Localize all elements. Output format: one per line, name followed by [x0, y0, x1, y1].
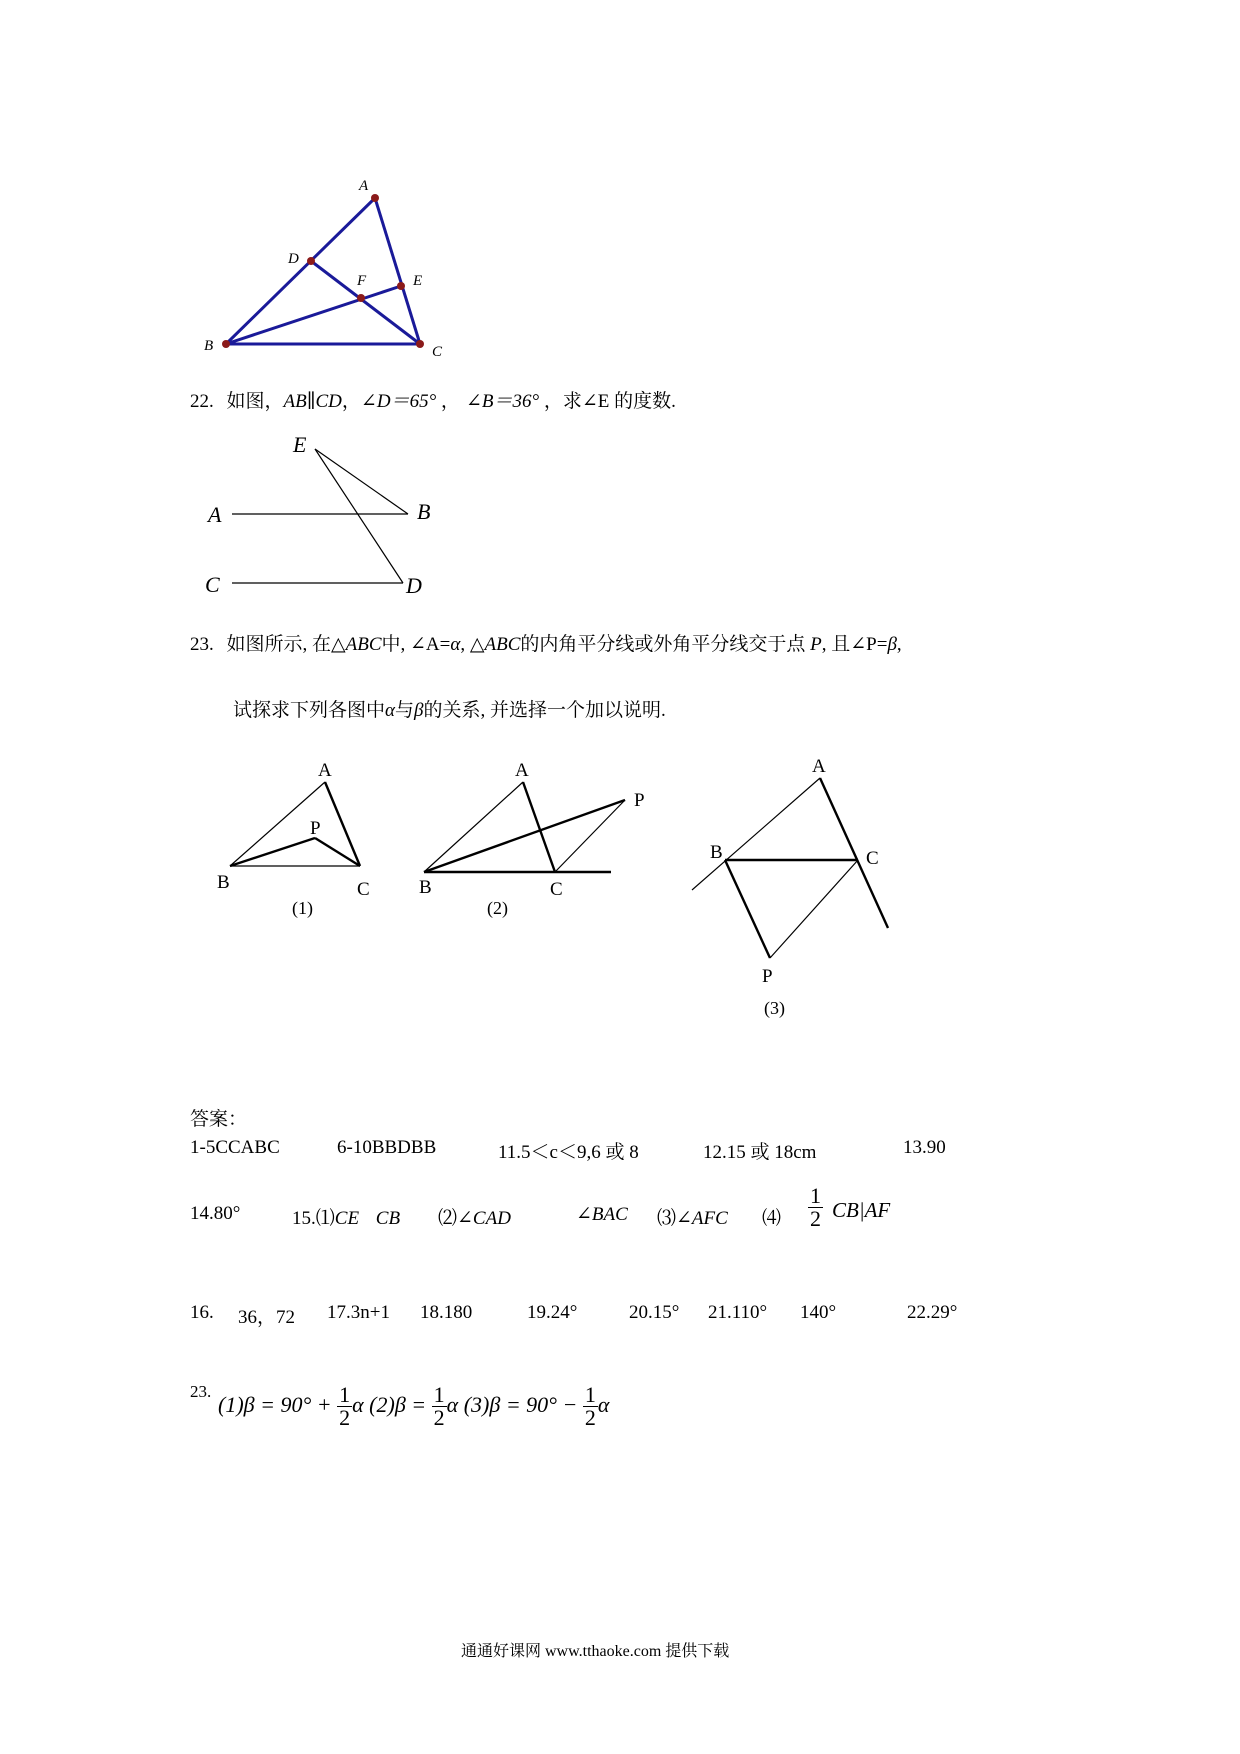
answer-15-part-3	[657, 1203, 728, 1230]
segment-bp	[230, 838, 315, 866]
answer-15-bac: ∠BAC	[576, 1204, 628, 1225]
formula-case-1	[218, 1382, 369, 1430]
figure-3	[692, 756, 888, 1019]
question-text: 如图，	[226, 391, 284, 412]
answer-text: ⑵∠	[438, 1208, 473, 1229]
question-text: 如图所示, 在△	[226, 634, 346, 655]
answer-23-number: 23.	[190, 1382, 212, 1401]
answer-cb: CB	[375, 1208, 401, 1229]
formula-case-2	[369, 1382, 464, 1430]
caption-3: (3)	[764, 998, 785, 1018]
figure-1	[217, 760, 370, 919]
label-p: P	[634, 790, 645, 811]
segment-bp	[725, 860, 770, 958]
angle-d: ∠D＝65°	[360, 391, 437, 412]
question-text: , △	[460, 634, 485, 655]
segment-ac	[325, 782, 360, 866]
numerator: 1	[339, 1382, 351, 1407]
formula-text: α	[446, 1391, 459, 1417]
answer-ce: CE	[334, 1208, 360, 1229]
answer-15-part-4: ⑷	[762, 1208, 782, 1229]
answer-13: 13.90	[903, 1137, 946, 1158]
label-e: E	[293, 432, 307, 457]
numerator: 1	[433, 1382, 445, 1407]
label-c: C	[550, 879, 563, 900]
label-a: A	[208, 502, 222, 527]
question-text: 的关系, 并选择一个加以说明.	[423, 700, 666, 721]
triangle-name: ABC	[345, 634, 382, 655]
question-text: 中, ∠A=	[381, 634, 451, 655]
answer-17: 17.3n+1	[327, 1302, 390, 1323]
separator: ，	[341, 391, 361, 412]
segment-bp	[424, 800, 625, 872]
answer-11: 11.5＜c＜9,6 或 8	[498, 1142, 639, 1163]
denominator: 2	[433, 1405, 445, 1430]
figure-2	[419, 760, 645, 919]
formula-text: α	[352, 1391, 364, 1417]
point-p: P	[810, 634, 822, 655]
question-number: 23.	[190, 634, 214, 655]
answer-12: 12.15 或 18cm	[703, 1142, 817, 1163]
caption-2: (2)	[487, 898, 508, 918]
label-b: B	[710, 842, 723, 863]
answers-heading: 答案：	[190, 1109, 248, 1130]
answer-21-b: 140°	[800, 1302, 837, 1323]
label-b: B	[417, 499, 431, 524]
page-footer: 通通好课网 www.tthaoke.com 提供下载	[461, 1643, 730, 1660]
question-text: ，求∠E 的度数.	[539, 391, 676, 412]
answer-15-part-1	[292, 1203, 400, 1230]
answer-16: 36，72	[238, 1307, 296, 1328]
label-c: C	[432, 344, 443, 360]
numerator: 1	[584, 1382, 596, 1407]
symbol-alpha: α	[385, 700, 395, 721]
answer-22: 22.29°	[907, 1302, 958, 1323]
parallel-statement: AB∥CD	[283, 391, 342, 412]
question-text: 试探求下列各图中	[233, 700, 386, 721]
caption-1: (1)	[292, 898, 313, 918]
label-d: D	[288, 251, 299, 267]
answer-1-5: 1-5CCABC	[190, 1137, 280, 1158]
label-c: C	[205, 572, 220, 597]
answer-text: 15.⑴	[292, 1208, 335, 1229]
formula-text: (3)β = 90° −	[463, 1391, 578, 1417]
line-ab-extended	[692, 778, 820, 890]
answer-21: 21.110°	[708, 1302, 768, 1323]
question-text: , 且∠P=	[821, 634, 888, 655]
answer-6-10: 6-10BBDBB	[337, 1137, 437, 1158]
answer-15-half-fraction	[808, 1185, 823, 1230]
label-a: A	[812, 756, 826, 777]
answer-18: 18.180	[420, 1302, 473, 1323]
formula-text: (2)β =	[369, 1391, 427, 1417]
denominator: 2	[810, 1206, 821, 1231]
answer-14: 14.80°	[190, 1203, 241, 1224]
answer-cad: CAD	[472, 1208, 511, 1229]
question-number: 22.	[190, 391, 214, 412]
question-text: 与	[395, 700, 415, 721]
answer-15-tail: CB|AF	[832, 1198, 891, 1222]
label-a: A	[318, 760, 332, 781]
formula-text: (1)β = 90° +	[218, 1391, 332, 1417]
label-p: P	[762, 966, 773, 987]
denominator: 2	[339, 1405, 351, 1430]
question-text: ,	[896, 634, 902, 655]
formula-text: α	[597, 1391, 610, 1417]
answer-15-part-2	[438, 1203, 511, 1230]
label-c: C	[866, 848, 879, 869]
angle-b: ∠B＝36°	[465, 391, 540, 412]
answer-23-formulas	[218, 1384, 609, 1429]
label-a: A	[359, 178, 369, 194]
label-c: C	[357, 879, 370, 900]
segment-cp	[555, 800, 625, 872]
numerator: 1	[810, 1183, 821, 1208]
triangle-name: ABC	[484, 634, 521, 655]
label-b: B	[217, 872, 230, 893]
label-d: D	[406, 573, 422, 598]
answer-19: 19.24°	[527, 1302, 578, 1323]
separator: ，	[436, 391, 460, 412]
answer-afc: AFC	[691, 1208, 728, 1229]
symbol-alpha: α	[450, 634, 461, 655]
question-text: 的内角平分线或外角平分线交于点	[520, 634, 811, 655]
answer-20: 20.15°	[629, 1302, 680, 1323]
formula-case-3	[463, 1382, 610, 1430]
denominator: 2	[584, 1405, 596, 1430]
label-p: P	[310, 818, 321, 839]
segment-ab	[424, 782, 523, 872]
label-e: E	[413, 273, 423, 289]
label-f: F	[357, 273, 367, 289]
symbol-beta: β	[414, 700, 424, 721]
answer-16-number: 16.	[190, 1302, 214, 1323]
label-b: B	[204, 338, 214, 354]
answer-text: ⑶∠	[657, 1208, 692, 1229]
label-b: B	[419, 877, 432, 898]
label-a: A	[515, 760, 529, 781]
segment-cp	[770, 860, 858, 958]
symbol-beta: β	[887, 634, 897, 655]
